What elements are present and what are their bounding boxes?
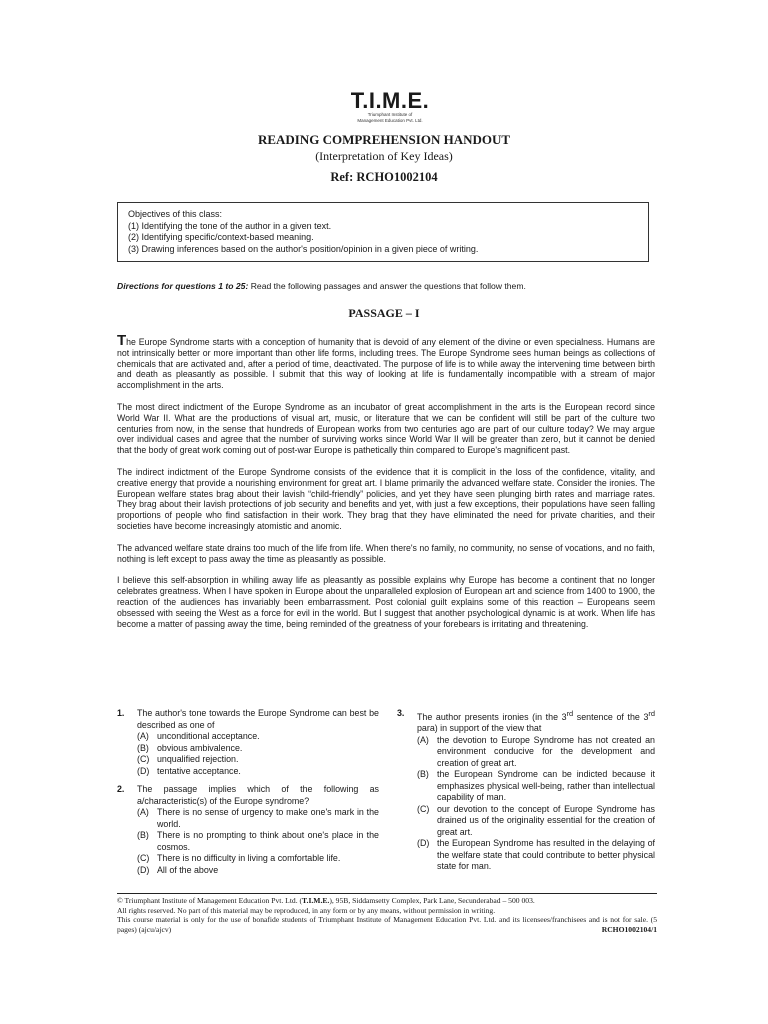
- option-text: the European Syndrome has resulted in the delaying of the welfare state that could contribute to better physical state for man.: [437, 838, 655, 872]
- logo-mark: T.I.M.E.: [350, 88, 430, 113]
- questions-right-column: [397, 708, 655, 880]
- passage-paragraph: [117, 332, 655, 391]
- option-text: our devotion to the concept of Europe Syndrome has drained us of the originality essential for the creation of great art.: [437, 803, 655, 837]
- question-3: [397, 708, 655, 873]
- answer-option: [417, 735, 655, 770]
- directions-lead: Directions for questions 1 to 25:: [117, 281, 249, 291]
- option-label: (C): [137, 853, 150, 863]
- option-label: (B): [137, 830, 149, 840]
- passage-paragraph: I believe this self-absorption in whiling away life as pleasantly as possible explains why Europe has become a continent that no longer celebrates greatness. When I have spoken in Europe about the unparalleled explosion of European art and science from 1400 to 1900, the reaction of the audiences has invariably been embarrassment. Post colonial guilt explains some of this reaction – Europeans seem obsessed with seeing the West as a force for evil in the world. But I suggest that another psychological dynamic is at work. When life has become a matter of passing away the time, being reminded of the greatness of your forebears is irritating and threatening.: [117, 575, 655, 629]
- question-1: [117, 708, 379, 777]
- footer-line-1: [117, 896, 657, 906]
- superscript: rd: [566, 709, 574, 718]
- answer-option: [137, 731, 379, 743]
- footer-text: ), 95B, Siddamsetty Complex, Park Lane, Secunderabad – 500 003.: [329, 896, 535, 905]
- paragraph-text: he Europe Syndrome starts with a conception of humanity that is devoid of any element of the divine or even specialness. Humans are not intrinsically better or more important than other life forms, including trees. The Europe Syndrome sees human beings as collections of chemicals that are activated and, after a period of time, deactivated. The purpose of life is to while away the intervening time between birth and death as pleasantly as possible. I submit that this way of looking at life is fundamentally incompatible with a stream of major accomplishment in the arts.: [117, 337, 655, 391]
- option-text: unqualified rejection.: [157, 754, 239, 764]
- option-text: obvious ambivalence.: [157, 742, 243, 753]
- passage-paragraph: The most direct indictment of the Europe Syndrome as an incubator of great accomplishment in the arts is the European record since World War II. What are the productions of visual art, music, or literature that we can be confident will still be part of the culture two centuries from now, in the sense that hundreds of European works from two centuries ago are part of our culture today? We may argue over individual cases and agree that the number of surviving works since World War II will be greater than zero, but it cannot be denied that the body of great work coming out of post-war Europe is pathetically thin compared to Europe's magnificent past.: [117, 401, 655, 456]
- answer-option: [137, 853, 379, 865]
- option-text: the devotion to Europe Syndrome has not created an environment conducive for the development and creation of great art.: [437, 734, 655, 768]
- option-label: (A): [137, 731, 149, 741]
- footer-text: © Triumphant Institute of Management Education Pvt. Ltd. (: [117, 896, 303, 905]
- footer-line-3: This course material is only for the use of bonafide students of Triumphant Institute of Management Education Pvt. Ltd. and its licensees/franchisees and is not for sale. (5 pages) (ajcu/ajcv): [117, 915, 657, 934]
- copyright-footer: [117, 893, 657, 934]
- option-text: There is no difficulty in living a comfortable life.: [157, 853, 341, 863]
- option-label: (B): [137, 742, 149, 753]
- superscript: rd: [648, 709, 655, 718]
- answer-option: [417, 804, 655, 839]
- question-text: The author's tone towards the Europe Syndrome can best be described as one of: [137, 708, 379, 730]
- answer-option: [137, 754, 379, 766]
- objective-item: (3) Drawing inferences based on the author's position/opinion in a given piece of writing.: [128, 243, 479, 254]
- answer-option: [137, 766, 379, 778]
- option-label: (D): [137, 864, 150, 875]
- directions-text: Read the following passages and answer the questions that follow them.: [248, 281, 526, 291]
- option-text: unconditional acceptance.: [157, 731, 260, 741]
- questions-left-column: [117, 708, 379, 883]
- objectives-box: [117, 202, 649, 262]
- logo-subtext-1: Triumphant Institute of: [367, 112, 413, 117]
- option-label: (A): [417, 734, 429, 745]
- question-text: [417, 708, 655, 735]
- objective-item: (2) Identifying specific/context-based meaning.: [128, 232, 314, 242]
- option-label: (A): [137, 807, 149, 817]
- option-text: All of the above: [157, 864, 219, 875]
- answer-option: [137, 865, 379, 877]
- question-number: 1.: [117, 708, 125, 718]
- question-text-part: sentence of the 3: [573, 711, 649, 722]
- passage-body: [117, 332, 655, 640]
- option-label: (D): [137, 765, 150, 776]
- question-text: The passage implies which of the following as a/characteristic(s) of the Europe syndrome?: [137, 784, 379, 806]
- answer-option: [417, 838, 655, 873]
- option-text: tentative acceptance.: [157, 765, 241, 776]
- document-subtitle: (Interpretation of Key Ideas): [315, 149, 453, 163]
- question-text-part: para) in support of the view that: [417, 723, 542, 734]
- question-text-part: The author presents ironies (in the 3: [417, 711, 567, 722]
- option-label: (D): [417, 838, 430, 849]
- option-text: There is no sense of urgency to make one's mark in the world.: [157, 807, 379, 829]
- question-number: 2.: [117, 784, 125, 794]
- answer-option: [137, 743, 379, 755]
- footer-line-2: All rights reserved. No part of this material may be reproduced, in any form or by any means, without permission in writing.: [117, 905, 496, 915]
- option-text: There is no prompting to think about one's place in the cosmos.: [157, 830, 379, 852]
- directions: [117, 281, 657, 292]
- question-2: [117, 784, 379, 876]
- question-number: 3.: [397, 708, 405, 718]
- document-title: READING COMPREHENSION HANDOUT: [257, 132, 511, 147]
- answer-option: [417, 769, 655, 804]
- logo-subtext-2: Management Education Pvt. Ltd.: [357, 117, 423, 123]
- option-text: the European Syndrome can be indicted because it emphasizes physical well-being, rather than intellectual capability of man.: [437, 769, 655, 803]
- passage-paragraph: The advanced welfare state drains too much of the life from life. When there's no family, no community, no sense of vocations, and no faith, nothing is left except to pass away the time as pleasantly as possible.: [117, 542, 655, 564]
- objective-item: (1) Identifying the tone of the author in a given text.: [128, 220, 332, 231]
- objectives-heading: Objectives of this class:: [128, 209, 223, 219]
- passage-heading: PASSAGE – I: [348, 306, 420, 320]
- option-label: (C): [417, 803, 430, 814]
- option-label: (B): [417, 769, 429, 780]
- page-code: RCHO1002104/1: [601, 924, 657, 934]
- option-label: (C): [137, 754, 150, 764]
- footer-brand: T.I.M.E.: [302, 896, 330, 905]
- drop-cap: T: [117, 332, 127, 349]
- time-logo: [340, 90, 440, 123]
- passage-paragraph: The indirect indictment of the Europe Syndrome consists of the evidence that it is complicit in the loss of the confidence, vitality, and creative energy that provide a nourishing environment for great art. I blame primarily the advanced welfare state. Consider the ironies. The European welfare states brag about their lavish “child-friendly” policies, and yet they have seen plunging birth rates and marriage rates. They brag about their lavish protections of job security and benefits and yet, with just a few exceptions, their populations have seen falling proportions of people who find satisfaction in their work. They brag that they have eliminated the need for private charities, and their societies have become increasingly atomistic and anomic.: [117, 466, 655, 531]
- answer-option: [137, 830, 379, 853]
- answer-option: [137, 807, 379, 830]
- reference-code: Ref: RCHO1002104: [330, 170, 438, 184]
